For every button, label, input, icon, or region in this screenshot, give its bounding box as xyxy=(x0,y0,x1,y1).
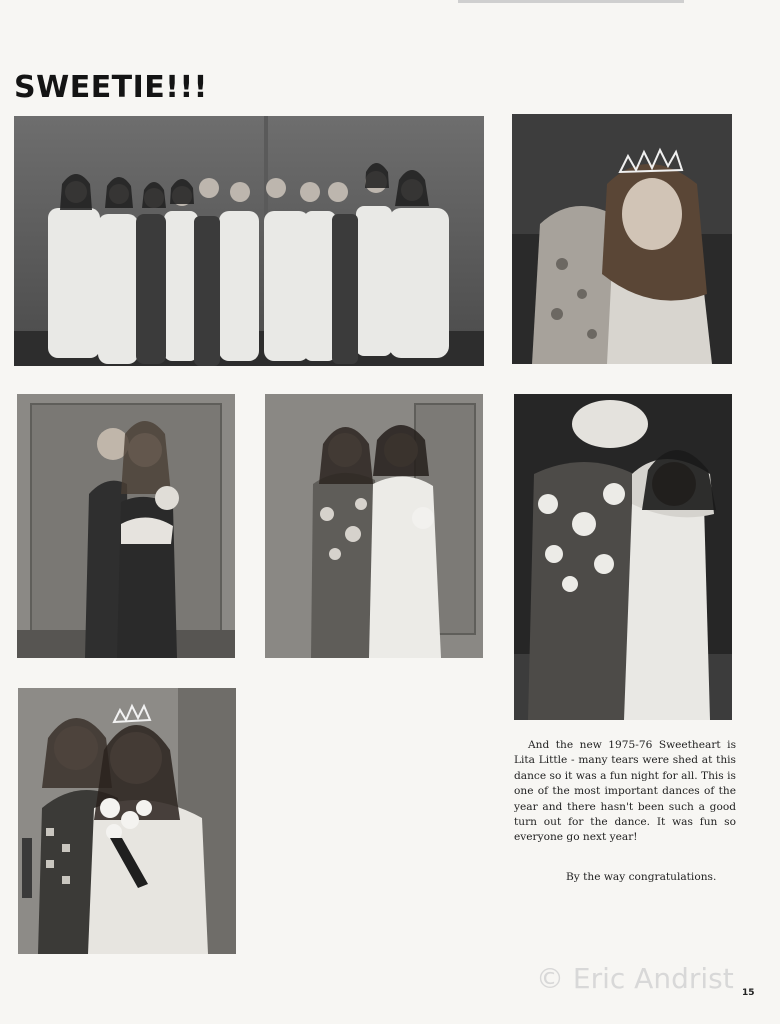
dancing-couple-photo xyxy=(514,394,732,720)
page-number: 15 xyxy=(742,988,755,998)
top-rule xyxy=(458,0,684,3)
group-photo xyxy=(14,116,484,366)
page-heading: SWEETIE!!! xyxy=(14,70,208,105)
couple-photo-1 xyxy=(17,394,235,658)
watermark: © Eric Andrist xyxy=(536,962,734,995)
crowned-girl-hug-photo xyxy=(512,114,732,364)
caption-signoff: By the way congratulations. xyxy=(566,871,717,883)
couple-photo-2 xyxy=(265,394,483,658)
sweetheart-bouquet-photo xyxy=(18,688,236,954)
caption-text: And the new 1975-76 Sweetheart is Lita Little - many tears were shed at this dance so it was a fun night for all. This is one of the most important dances of the year and there hasn't been such a good turn out for the dance. It was fun so everyone go next year! xyxy=(514,739,736,844)
